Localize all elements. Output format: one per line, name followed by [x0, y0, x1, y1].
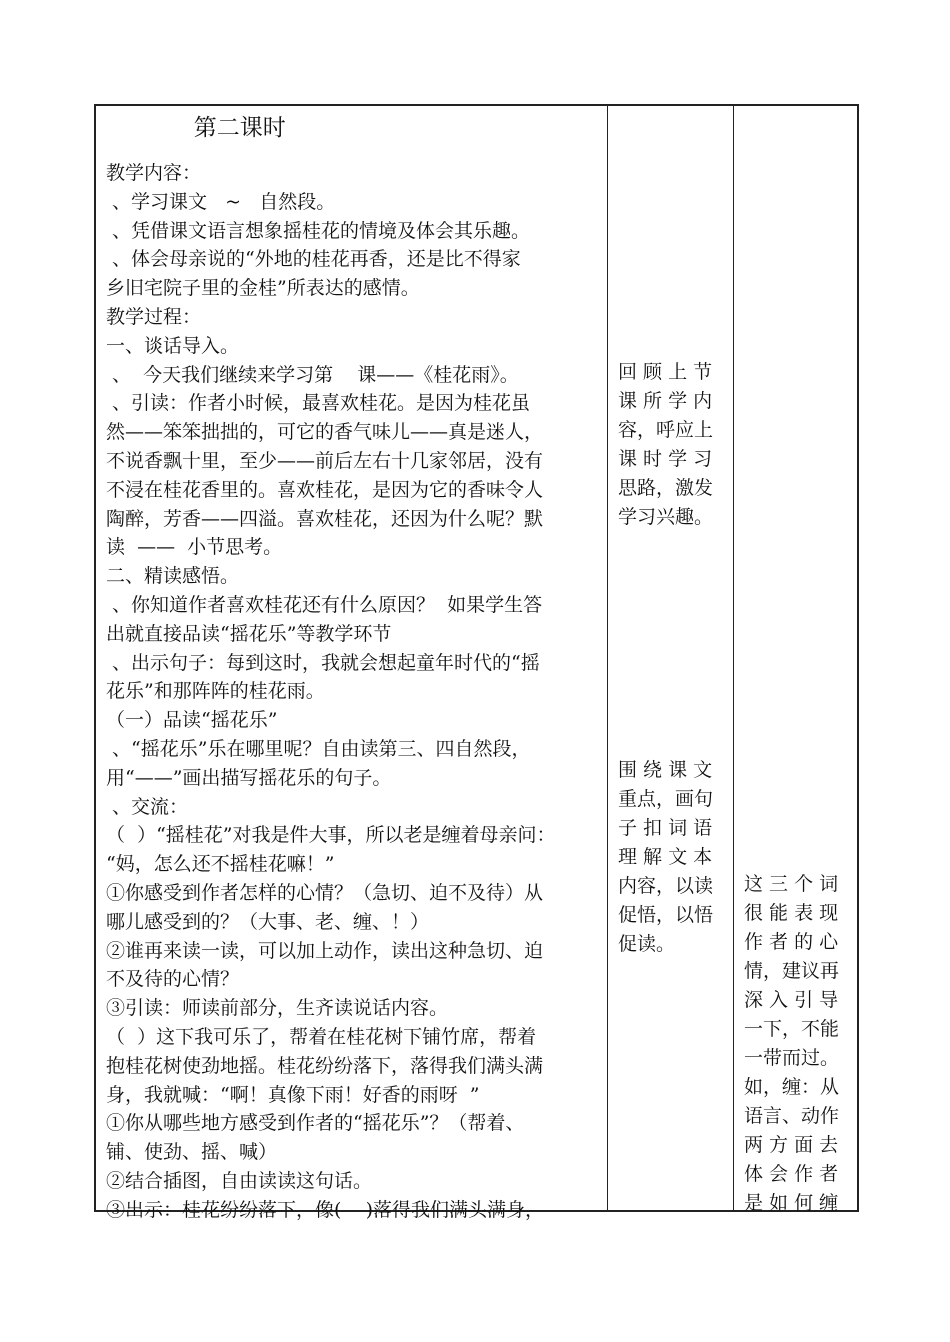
text-line-13: 陶醉，芳香——四溢。喜欢桂花，还因为什么呢？默 [106, 507, 544, 530]
note-b-line-5: 促悟，以悟 [618, 904, 714, 926]
text-line-26: ①你感受到作者怎样的心情？（急切、迫不及待）从 [106, 882, 544, 904]
note-b-line-2: 子 扣 词 语 [618, 817, 713, 839]
text-line-35: 铺、使劲、摇、喊） [106, 1141, 278, 1164]
note-c-line-10: 体 会 作 者 [744, 1163, 839, 1185]
column-divider-1 [607, 106, 608, 1210]
text-line-16: 、你知道作者喜欢桂花还有什么原因？ 如果学生答 [106, 594, 543, 616]
text-line-10: 然——笨笨拙拙的，可它的香气味儿——真是迷人， [106, 421, 544, 444]
text-line-9: 、引读：作者小时候，最喜欢桂花。是因为桂花虽 [106, 392, 531, 415]
text-line-12: 不浸在桂花香里的。喜欢桂花，是因为它的香味令人 [106, 478, 544, 501]
note-b-line-1: 重点，画句 [618, 788, 714, 810]
text-line-20: （一）品读“摇花乐” [106, 709, 278, 732]
note-a-line-3: 课 时 学 习 [618, 448, 713, 470]
text-line-21: 、“摇花乐”乐在哪里呢？自由读第三、四自然段， [106, 738, 531, 760]
text-line-32: 抱桂花树使劲地摇。桂花纷纷落下，落得我们满头满 [106, 1054, 544, 1077]
note-a-line-0: 回 顾 上 节 [618, 361, 713, 383]
note-c-line-11: 是 如 何 缠 [744, 1192, 839, 1214]
note-b-line-0: 围 绕 课 文 [618, 759, 713, 781]
note-c-line-6: 一带而过。 [744, 1047, 840, 1069]
text-line-34: ①你从哪些地方感受到作者的“摇花乐”？（帮着、 [106, 1112, 525, 1135]
text-line-7: 一、谈话导入。 [106, 334, 240, 357]
text-line-15: 二、精读感悟。 [106, 565, 240, 588]
text-line-14: 读 —— 小节思考。 [106, 536, 283, 559]
text-line-4: 、体会母亲说的“外地的桂花再香，还是比不得家 [106, 248, 521, 271]
note-c-line-2: 作 者 的 心 [744, 931, 839, 953]
lesson-title: 第二课时 [106, 115, 286, 141]
note-c-line-9: 两 方 面 去 [744, 1134, 839, 1156]
note-c-line-8: 语言、动作 [744, 1105, 840, 1127]
text-line-1: 教学内容： [106, 162, 202, 184]
text-line-25: “妈，怎么还不摇桂花嘛！” [106, 853, 335, 876]
text-line-17: 出就直接品读“摇花乐”等教学环节 [106, 622, 392, 645]
note-c-line-3: 情，建议再 [744, 960, 840, 982]
note-c-line-0: 这 三 个 词 [744, 873, 839, 895]
note-c-line-4: 深 入 引 导 [744, 989, 839, 1011]
note-c-line-1: 很 能 表 现 [744, 902, 839, 924]
note-a-line-2: 容，呼应上 [618, 419, 714, 441]
note-c-line-7: 如，缠：从 [744, 1076, 840, 1098]
text-line-22: 用“——”画出描写摇花乐的句子。 [106, 766, 392, 789]
text-line-18: 、出示句子：每到这时，我就会想起童年时代的“摇 [106, 651, 540, 674]
text-line-31: （ ）这下我可乐了，帮着在桂花树下铺竹席，帮着 [106, 1026, 537, 1048]
text-line-6: 教学过程： [106, 306, 202, 328]
note-a-line-4: 思路，激发 [618, 477, 714, 499]
text-line-30: ③引读：师读前部分，生齐读说话内容。 [106, 997, 449, 1020]
text-line-28: ②谁再来读一读，可以加上动作，读出这种急切、迫 [106, 939, 544, 962]
text-line-27: 哪儿感受到的？（大事、老、缠、！） [106, 910, 430, 933]
text-line-23: 、交流： [106, 795, 189, 818]
column-divider-2 [733, 106, 734, 1210]
text-line-33: 身，我就喊：“啊！真像下雨！好香的雨呀 ” [106, 1083, 480, 1106]
text-line-37: ③出示：桂花纷纷落下，像( )落得我们满头满身， [106, 1198, 544, 1221]
text-line-2: 、学习课文 ~ 自然段。 [106, 190, 336, 213]
text-line-36: ②结合插图，自由读读这句话。 [106, 1170, 373, 1192]
text-line-5: 乡旧宅院子里的金桂”所表达的感情。 [106, 277, 420, 300]
text-line-19: 花乐”和那阵阵的桂花雨。 [106, 680, 325, 703]
note-a-line-1: 课 所 学 内 [618, 390, 713, 412]
text-line-29: 不及待的心情？ [106, 968, 240, 991]
note-b-line-6: 促读。 [618, 933, 676, 955]
note-b-line-4: 内容，以读 [618, 875, 714, 897]
note-b-line-3: 理 解 文 本 [618, 846, 713, 868]
note-c-line-5: 一下，不能 [744, 1018, 840, 1040]
note-a-line-5: 学习兴趣。 [618, 506, 714, 528]
text-line-8: 、 今天我们继续来学习第 课——《桂花雨》。 [106, 363, 519, 386]
lesson-plan-table [94, 104, 859, 1221]
text-line-11: 不说香飘十里，至少——前后左右十几家邻居，没有 [106, 450, 544, 472]
text-line-3: 、凭借课文语言想象摇桂花的情境及体会其乐趣。 [106, 219, 531, 242]
text-line-24: （ ）“摇桂花”对我是件大事，所以老是缠着母亲问： [106, 824, 556, 847]
